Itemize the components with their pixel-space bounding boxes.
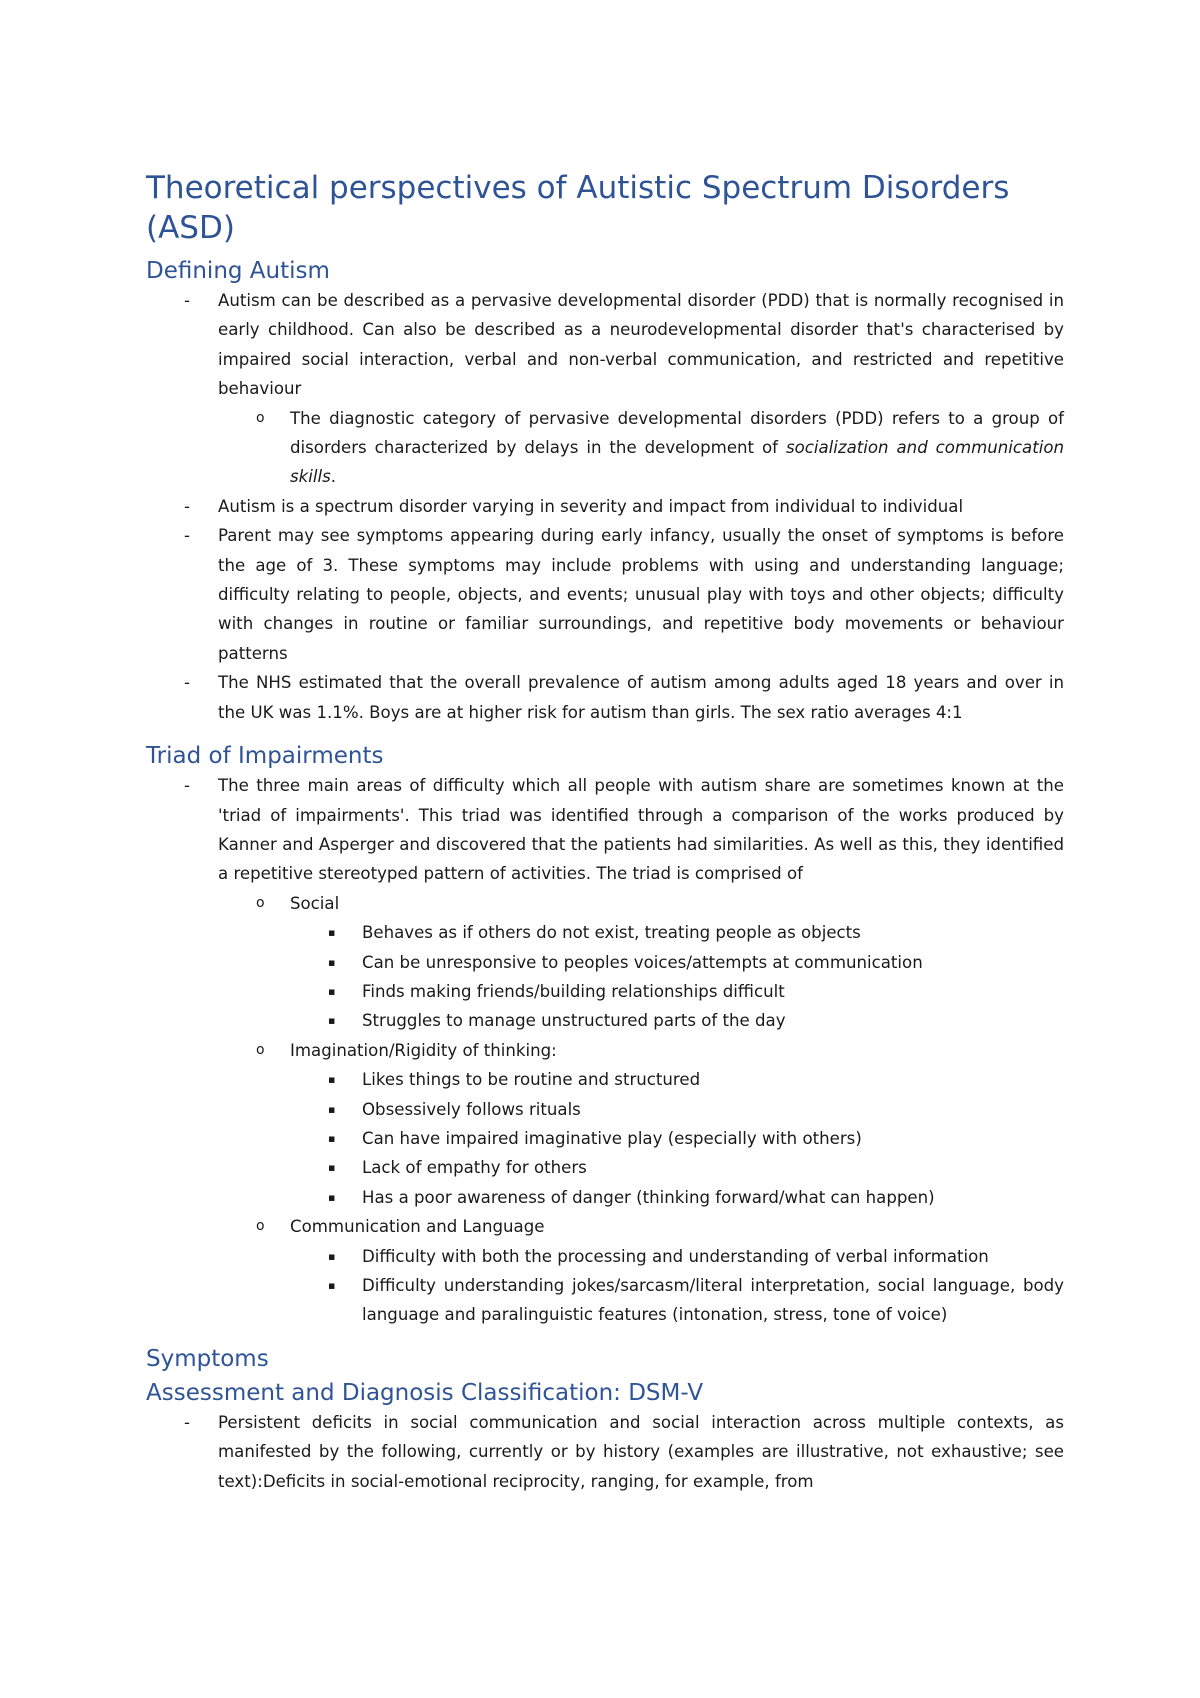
list-item xyxy=(146,521,1064,668)
dash-bullet: - xyxy=(184,526,190,546)
heading-triad-of-impairments: Triad of Impairments xyxy=(146,743,384,770)
square-bullet: ▪ xyxy=(328,955,336,969)
heading-assessment-diagnosis: Assessment and Diagnosis Classification: DSM-V xyxy=(146,1379,704,1406)
triad-group-social xyxy=(218,889,1064,1036)
square-bullet: ▪ xyxy=(328,1279,336,1292)
defining-bullet-1: Autism can be described as a pervasive developmental disorder (PDD) that is normally recognised in early childhood. Can also be described as a neurodevelopmental disorder that's characterised by impaired social interaction, verbal and non-verbal communication, and restricted and repetitive behaviour xyxy=(218,291,1064,399)
list-item xyxy=(146,492,1064,521)
list-item xyxy=(146,286,1064,492)
dash-bullet: - xyxy=(184,1412,190,1432)
list-item xyxy=(290,918,1064,947)
defining-bullet-2: Autism is a spectrum disorder varying in severity and impact from individual to individual xyxy=(218,496,964,516)
defining-bullet-3: Parent may see symptoms appearing during early infancy, usually the onset of symptoms is before the age of 3. These symptoms may include problems with using and understanding language; difficulty relating to people, objects, and events; unusual play with toys and other objects; difficulty with changes in routine or familiar surroundings, and repetitive body movements or behaviour patterns xyxy=(218,526,1064,663)
list-item xyxy=(290,1271,1064,1330)
item-text: Can have impaired imaginative play (especially with others) xyxy=(362,1128,862,1148)
circle-bullet: o xyxy=(256,1218,265,1235)
defining-bullet-4: The NHS estimated that the overall prevalence of autism among adults aged 18 years and over in the UK was 1.1%. Boys are at higher risk for autism than girls. The sex ratio averages 4:1 xyxy=(218,673,1064,722)
square-bullet: ▪ xyxy=(328,984,336,998)
square-bullet: ▪ xyxy=(328,1190,336,1204)
square-bullet: ▪ xyxy=(328,1249,336,1263)
document-title: Theoretical perspectives of Autistic Spectrum Disorders (ASD) xyxy=(146,170,1010,246)
list-item xyxy=(290,977,1064,1006)
heading-defining-autism: Defining Autism xyxy=(146,258,330,284)
item-text: Lack of empathy for others xyxy=(362,1158,587,1178)
communication-items xyxy=(290,1242,1064,1330)
assessment-list xyxy=(146,1408,1064,1496)
group-label: Imagination/Rigidity of thinking: xyxy=(290,1040,557,1060)
item-text: Can be unresponsive to peoples voices/attempts at communication xyxy=(362,952,923,972)
list-item xyxy=(218,404,1064,492)
item-text: Obsessively follows rituals xyxy=(362,1099,581,1119)
list-item xyxy=(290,1124,1064,1153)
list-item xyxy=(290,1183,1064,1212)
square-bullet: ▪ xyxy=(328,1102,336,1116)
defining-list xyxy=(146,286,1064,727)
item-text: Difficulty understanding jokes/sarcasm/literal interpretation, social language, body language and paralinguistic features (intonation, stress, tone of voice) xyxy=(362,1276,1064,1325)
group-label: Social xyxy=(290,893,340,913)
list-item xyxy=(290,1242,1064,1271)
list-item xyxy=(290,1153,1064,1182)
circle-bullet: o xyxy=(256,409,265,426)
assessment-bullet-1: Persistent deficits in social communication and social interaction across multiple contexts, as manifested by the following, currently or by history (examples are illustrative, not exhaustive; see text):Deficits in social-emotional reciprocity, ranging, for example, from xyxy=(218,1412,1064,1491)
square-bullet: ▪ xyxy=(328,926,336,940)
list-item xyxy=(290,948,1064,977)
heading-symptoms: Symptoms xyxy=(146,1345,269,1372)
item-text: Has a poor awareness of danger (thinking forward/what can happen) xyxy=(362,1187,935,1207)
item-text: Struggles to manage unstructured parts of the day xyxy=(362,1011,786,1031)
item-text: Likes things to be routine and structured xyxy=(362,1070,701,1090)
circle-bullet: o xyxy=(256,894,265,911)
list-item xyxy=(146,771,1064,1330)
group-label: Communication and Language xyxy=(290,1217,545,1237)
list-item xyxy=(290,1095,1064,1124)
social-items xyxy=(290,918,1064,1036)
triad-list xyxy=(146,771,1064,1330)
triad-groups xyxy=(218,889,1064,1330)
square-bullet: ▪ xyxy=(328,1161,336,1175)
square-bullet: ▪ xyxy=(328,1131,336,1145)
item-text: Behaves as if others do not exist, treating people as objects xyxy=(362,923,861,943)
list-item xyxy=(290,1065,1064,1094)
triad-intro: The three main areas of difficulty which all people with autism share are sometimes known at the 'triad of impairments'. This triad was identified through a comparison of the works produced by Kanner and Asperger and discovered that the patients had similarities. As well as this, they identified a repetitive stereotyped pattern of activities. The triad is comprised of xyxy=(218,776,1064,884)
defining-sublist xyxy=(218,404,1064,492)
pdd-definition-italic: socialization and communication skills xyxy=(290,438,1064,487)
item-text: Finds making friends/building relationships difficult xyxy=(362,981,785,1001)
square-bullet: ▪ xyxy=(328,1073,336,1087)
triad-group-communication xyxy=(218,1212,1064,1330)
document-page xyxy=(146,168,1064,1496)
dash-bullet: - xyxy=(184,776,190,796)
list-item xyxy=(146,668,1064,727)
dash-bullet: - xyxy=(184,673,190,693)
list-item xyxy=(146,1408,1064,1496)
pdd-definition-end: . xyxy=(330,467,337,487)
circle-bullet: o xyxy=(256,1041,265,1058)
pdd-definition-text: The diagnostic category of pervasive developmental disorders (PDD) refers to a group of disorders characterized by delays in the development of xyxy=(290,408,1064,458)
list-item xyxy=(290,1006,1064,1035)
triad-group-imagination xyxy=(218,1036,1064,1212)
item-text: Difficulty with both the processing and understanding of verbal information xyxy=(362,1246,989,1266)
dash-bullet: - xyxy=(184,291,190,310)
dash-bullet: - xyxy=(184,496,190,516)
imagination-items xyxy=(290,1065,1064,1212)
square-bullet: ▪ xyxy=(328,1014,336,1028)
